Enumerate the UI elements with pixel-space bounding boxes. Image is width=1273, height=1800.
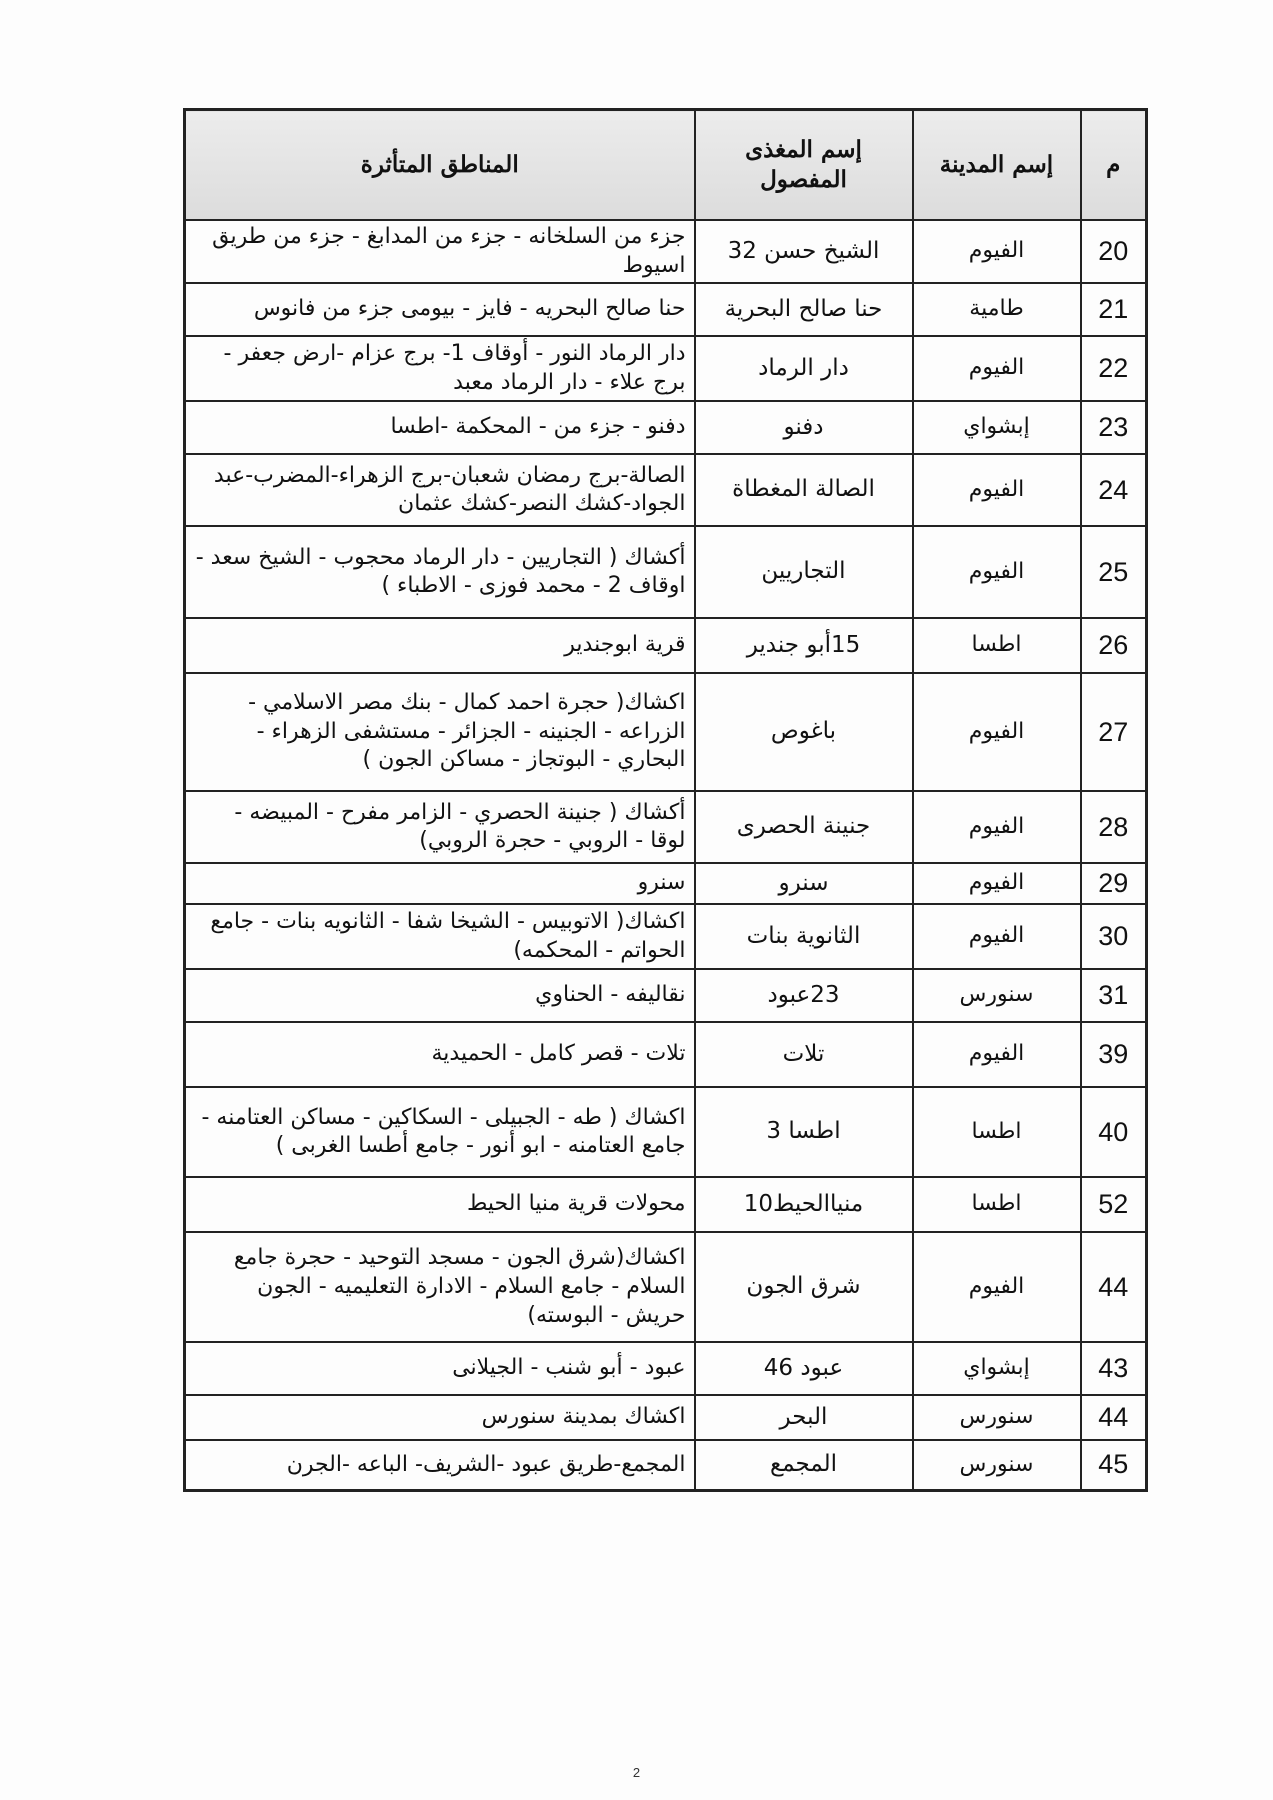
table-row [185,336,1147,401]
row-areas: اكشاك( حجرة احمد كمال - بنك مصر الاسلامي - الزراعه - الجنينه - الجزائر - مستشفى الزهراء - البحاري - البوتجاز - مساكن الجون ) [185,673,695,791]
row-feeder: منياالحيط10 [695,1177,913,1232]
row-areas: دفنو - جزء من - المحكمة -اطسا [185,401,695,454]
table-row [185,618,1147,673]
row-number: 27 [1081,673,1147,791]
table-row [185,791,1147,863]
row-number: 39 [1081,1022,1147,1087]
row-feeder: شرق الجون [695,1232,913,1342]
row-areas: حنا صالح البحريه - فايز - بيومى جزء من فانوس [185,283,695,336]
row-feeder: 23عبود [695,969,913,1022]
row-number: 24 [1081,454,1147,526]
row-areas: المجمع-طريق عبود -الشريف- الباعه -الجرن [185,1440,695,1490]
row-areas: جزء من السلخانه - جزء من المدابغ - جزء من طريق اسيوط [185,220,695,283]
row-feeder: دفنو [695,401,913,454]
outage-table [183,108,1148,1492]
row-city: الفيوم [913,336,1081,401]
row-areas: أكشاك ( التجاريين - دار الرماد محجوب - الشيخ سعد - اوقاف 2 - محمد فوزى - الاطباء ) [185,526,695,618]
table-row [185,1395,1147,1440]
row-city: الفيوم [913,220,1081,283]
row-feeder: المجمع [695,1440,913,1490]
row-city: الفيوم [913,863,1081,904]
row-number: 28 [1081,791,1147,863]
table-row [185,904,1147,969]
row-number: 43 [1081,1342,1147,1395]
row-number: 20 [1081,220,1147,283]
table-row [185,1342,1147,1395]
row-number: 40 [1081,1087,1147,1177]
row-number: 44 [1081,1232,1147,1342]
row-city: اطسا [913,1177,1081,1232]
row-feeder: الشيخ حسن 32 [695,220,913,283]
row-number: 29 [1081,863,1147,904]
row-areas: عبود - أبو شنب - الجيلانى [185,1342,695,1395]
table-row [185,1177,1147,1232]
row-feeder: جنينة الحصرى [695,791,913,863]
row-feeder: تلات [695,1022,913,1087]
row-number: 25 [1081,526,1147,618]
row-city: الفيوم [913,454,1081,526]
row-city: إبشواي [913,1342,1081,1395]
row-number: 23 [1081,401,1147,454]
row-feeder: دار الرماد [695,336,913,401]
row-number: 26 [1081,618,1147,673]
row-city: الفيوم [913,904,1081,969]
table-row [185,863,1147,904]
row-city: الفيوم [913,526,1081,618]
row-city: الفيوم [913,791,1081,863]
table-body [185,220,1147,1490]
row-areas: سنرو [185,863,695,904]
row-areas: اكشاك(شرق الجون - مسجد التوحيد - حجرة جامع السلام - جامع السلام - الادارة التعليميه - الجون حريش - البوسته) [185,1232,695,1342]
row-city: سنورس [913,969,1081,1022]
row-feeder: الصالة المغطاة [695,454,913,526]
row-city: الفيوم [913,1022,1081,1087]
row-areas: اكشاك ( طه - الجبيلى - السكاكين - مساكن العتامنه - جامع العتامنه - ابو أنور - جامع أطسا الغربى ) [185,1087,695,1177]
header-areas: المناطق المتأثرة [185,110,695,221]
table-row [185,673,1147,791]
row-areas: الصالة-برج رمضان شعبان-برج الزهراء-المضرب-عبد الجواد-كشك النصر-كشك عثمان [185,454,695,526]
row-feeder: حنا صالح البحرية [695,283,913,336]
row-feeder: سنرو [695,863,913,904]
row-number: 45 [1081,1440,1147,1490]
row-areas: اكشاك بمدينة سنورس [185,1395,695,1440]
row-areas: أكشاك ( جنينة الحصري - الزامر مفرح - المبيضه - لوقا - الروبي - حجرة الروبي) [185,791,695,863]
row-number: 52 [1081,1177,1147,1232]
row-number: 30 [1081,904,1147,969]
row-city: الفيوم [913,1232,1081,1342]
table-row [185,283,1147,336]
table-row [185,1440,1147,1490]
row-number: 22 [1081,336,1147,401]
header-city: إسم المدينة [913,110,1081,221]
row-number: 21 [1081,283,1147,336]
row-feeder: الثانوية بنات [695,904,913,969]
row-number: 31 [1081,969,1147,1022]
row-areas: قرية ابوجندير [185,618,695,673]
row-areas: دار الرماد النور - أوقاف 1- برج عزام -ارض جعفر - برج علاء - دار الرماد معبد [185,336,695,401]
row-city: طامية [913,283,1081,336]
row-feeder: التجاريين [695,526,913,618]
table-row [185,401,1147,454]
row-feeder: باغوص [695,673,913,791]
row-feeder: 15أبو جندير [695,618,913,673]
row-areas: محولات قرية منيا الحيط [185,1177,695,1232]
row-areas: اكشاك( الاتوبيس - الشيخا شفا - الثانويه بنات - جامع الحواتم - المحكمه) [185,904,695,969]
row-areas: نقاليفه - الحناوي [185,969,695,1022]
row-city: سنورس [913,1440,1081,1490]
row-number: 44 [1081,1395,1147,1440]
row-city: سنورس [913,1395,1081,1440]
table-row [185,454,1147,526]
row-city: الفيوم [913,673,1081,791]
row-feeder: عبود 46 [695,1342,913,1395]
table-row [185,1087,1147,1177]
header-feeder: إسم المغذى المفصول [695,110,913,221]
table-row [185,1232,1147,1342]
table-row [185,969,1147,1022]
row-feeder: اطسا 3 [695,1087,913,1177]
page-number: 2 [632,1765,641,1780]
header-num: م [1081,110,1147,221]
row-feeder: البحر [695,1395,913,1440]
table-row [185,526,1147,618]
table-row [185,1022,1147,1087]
table-header [185,110,1147,221]
table-row [185,220,1147,283]
row-city: اطسا [913,618,1081,673]
row-city: إبشواي [913,401,1081,454]
row-city: اطسا [913,1087,1081,1177]
row-areas: تلات - قصر كامل - الحميدية [185,1022,695,1087]
